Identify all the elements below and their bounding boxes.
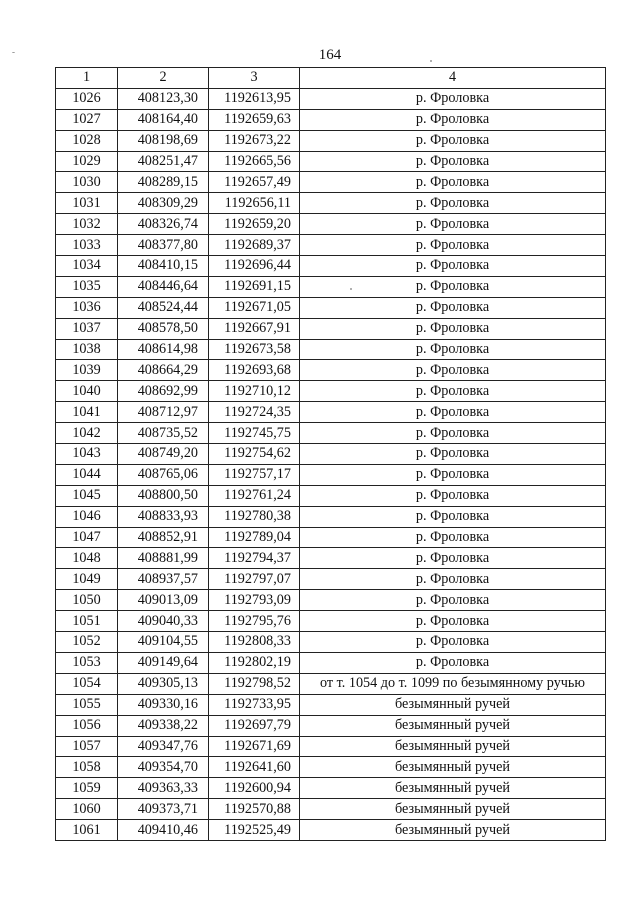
coordinate-y-cell: 1192671,69 xyxy=(209,736,300,757)
scan-speck xyxy=(350,288,352,290)
coordinate-x-cell: 409363,33 xyxy=(118,778,209,799)
coordinate-x-cell: 408765,06 xyxy=(118,464,209,485)
coordinate-y-cell: 1192757,17 xyxy=(209,464,300,485)
description-cell: безымянный ручей xyxy=(300,799,606,820)
point-number-cell: 1026 xyxy=(56,88,118,109)
coordinate-y-cell: 1192659,20 xyxy=(209,214,300,235)
point-number-cell: 1042 xyxy=(56,423,118,444)
description-cell: р. Фроловка xyxy=(300,318,606,339)
coordinate-x-cell: 408123,30 xyxy=(118,88,209,109)
table-row xyxy=(56,193,606,214)
table-row xyxy=(56,652,606,673)
description-cell: р. Фроловка xyxy=(300,423,606,444)
description-cell: р. Фроловка xyxy=(300,297,606,318)
coordinate-y-cell: 1192659,63 xyxy=(209,109,300,130)
scan-speck xyxy=(430,60,432,62)
description-cell: р. Фроловка xyxy=(300,444,606,465)
coordinate-x-cell: 408712,97 xyxy=(118,402,209,423)
table-row xyxy=(56,611,606,632)
point-number-cell: 1050 xyxy=(56,590,118,611)
coordinate-y-cell: 1192693,68 xyxy=(209,360,300,381)
table-row xyxy=(56,130,606,151)
table-row xyxy=(56,109,606,130)
coordinate-x-cell: 408749,20 xyxy=(118,444,209,465)
point-number-cell: 1060 xyxy=(56,799,118,820)
point-number-cell: 1045 xyxy=(56,485,118,506)
page-number: 164 xyxy=(318,47,342,63)
coordinate-y-cell: 1192656,11 xyxy=(209,193,300,214)
point-number-cell: 1029 xyxy=(56,151,118,172)
table-row xyxy=(56,632,606,653)
table-row xyxy=(56,360,606,381)
point-number-cell: 1031 xyxy=(56,193,118,214)
table-body xyxy=(56,88,606,840)
coordinate-y-cell: 1192697,79 xyxy=(209,715,300,736)
header-col-4: 4 xyxy=(300,68,606,89)
coordinate-y-cell: 1192745,75 xyxy=(209,423,300,444)
description-cell: р. Фроловка xyxy=(300,151,606,172)
description-cell: р. Фроловка xyxy=(300,611,606,632)
coordinate-x-cell: 408524,44 xyxy=(118,297,209,318)
coordinate-y-cell: 1192689,37 xyxy=(209,235,300,256)
description-cell: р. Фроловка xyxy=(300,569,606,590)
description-cell: р. Фроловка xyxy=(300,130,606,151)
point-number-cell: 1048 xyxy=(56,548,118,569)
coordinate-x-cell: 408326,74 xyxy=(118,214,209,235)
description-cell: безымянный ручей xyxy=(300,715,606,736)
table-row xyxy=(56,799,606,820)
table-row xyxy=(56,715,606,736)
point-number-cell: 1061 xyxy=(56,820,118,841)
point-number-cell: 1049 xyxy=(56,569,118,590)
point-number-cell: 1037 xyxy=(56,318,118,339)
description-cell: р. Фроловка xyxy=(300,88,606,109)
coordinate-x-cell: 409338,22 xyxy=(118,715,209,736)
coordinate-y-cell: 1192696,44 xyxy=(209,256,300,277)
coordinate-x-cell: 408164,40 xyxy=(118,109,209,130)
coordinate-x-cell: 409410,46 xyxy=(118,820,209,841)
coordinate-y-cell: 1192641,60 xyxy=(209,757,300,778)
coordinate-x-cell: 408410,15 xyxy=(118,256,209,277)
description-cell: р. Фроловка xyxy=(300,402,606,423)
description-cell: р. Фроловка xyxy=(300,339,606,360)
coordinate-x-cell: 408614,98 xyxy=(118,339,209,360)
coordinate-x-cell: 408735,52 xyxy=(118,423,209,444)
table-row xyxy=(56,88,606,109)
table-row xyxy=(56,235,606,256)
point-number-cell: 1046 xyxy=(56,506,118,527)
point-number-cell: 1036 xyxy=(56,297,118,318)
coordinate-x-cell: 408578,50 xyxy=(118,318,209,339)
coordinate-y-cell: 1192570,88 xyxy=(209,799,300,820)
coordinate-y-cell: 1192525,49 xyxy=(209,820,300,841)
point-number-cell: 1055 xyxy=(56,694,118,715)
table-row xyxy=(56,444,606,465)
coordinate-x-cell: 409013,09 xyxy=(118,590,209,611)
table-row xyxy=(56,694,606,715)
point-number-cell: 1059 xyxy=(56,778,118,799)
header-col-2: 2 xyxy=(118,68,209,89)
coordinate-y-cell: 1192667,91 xyxy=(209,318,300,339)
coordinate-y-cell: 1192691,15 xyxy=(209,276,300,297)
description-cell: р. Фроловка xyxy=(300,632,606,653)
coordinate-x-cell: 408251,47 xyxy=(118,151,209,172)
table-row xyxy=(56,506,606,527)
point-number-cell: 1052 xyxy=(56,632,118,653)
point-number-cell: 1033 xyxy=(56,235,118,256)
description-cell: от т. 1054 до т. 1099 по безымянному ручью xyxy=(300,673,606,694)
coordinate-x-cell: 408289,15 xyxy=(118,172,209,193)
coordinate-x-cell: 409149,64 xyxy=(118,652,209,673)
table-row xyxy=(56,318,606,339)
coordinate-y-cell: 1192797,07 xyxy=(209,569,300,590)
coordinate-x-cell: 408833,93 xyxy=(118,506,209,527)
coordinate-x-cell: 408692,99 xyxy=(118,381,209,402)
description-cell: р. Фроловка xyxy=(300,235,606,256)
description-cell: безымянный ручей xyxy=(300,820,606,841)
point-number-cell: 1058 xyxy=(56,757,118,778)
coordinate-x-cell: 408198,69 xyxy=(118,130,209,151)
description-cell: безымянный ручей xyxy=(300,757,606,778)
coordinate-x-cell: 408881,99 xyxy=(118,548,209,569)
coordinate-y-cell: 1192733,95 xyxy=(209,694,300,715)
description-cell: безымянный ручей xyxy=(300,778,606,799)
coordinate-x-cell: 409373,71 xyxy=(118,799,209,820)
coordinate-y-cell: 1192671,05 xyxy=(209,297,300,318)
point-number-cell: 1028 xyxy=(56,130,118,151)
table-row xyxy=(56,297,606,318)
table-row xyxy=(56,820,606,841)
coordinate-x-cell: 409305,13 xyxy=(118,673,209,694)
coordinate-x-cell: 409354,70 xyxy=(118,757,209,778)
point-number-cell: 1032 xyxy=(56,214,118,235)
description-cell: р. Фроловка xyxy=(300,360,606,381)
point-number-cell: 1030 xyxy=(56,172,118,193)
table-row xyxy=(56,256,606,277)
table-row xyxy=(56,673,606,694)
coordinate-y-cell: 1192710,12 xyxy=(209,381,300,402)
coordinate-y-cell: 1192600,94 xyxy=(209,778,300,799)
point-number-cell: 1051 xyxy=(56,611,118,632)
table-row xyxy=(56,402,606,423)
coordinate-y-cell: 1192665,56 xyxy=(209,151,300,172)
table-row xyxy=(56,214,606,235)
coordinate-x-cell: 409040,33 xyxy=(118,611,209,632)
point-number-cell: 1057 xyxy=(56,736,118,757)
header-col-3: 3 xyxy=(209,68,300,89)
point-number-cell: 1047 xyxy=(56,527,118,548)
table-row xyxy=(56,736,606,757)
coordinate-x-cell: 408937,57 xyxy=(118,569,209,590)
table-row xyxy=(56,423,606,444)
coordinate-y-cell: 1192780,38 xyxy=(209,506,300,527)
point-number-cell: 1054 xyxy=(56,673,118,694)
coordinate-y-cell: 1192761,24 xyxy=(209,485,300,506)
point-number-cell: 1040 xyxy=(56,381,118,402)
description-cell: р. Фроловка xyxy=(300,381,606,402)
coordinate-x-cell: 408377,80 xyxy=(118,235,209,256)
coordinate-x-cell: 408664,29 xyxy=(118,360,209,381)
coordinate-x-cell: 409347,76 xyxy=(118,736,209,757)
coordinate-y-cell: 1192795,76 xyxy=(209,611,300,632)
coordinate-x-cell: 409330,16 xyxy=(118,694,209,715)
description-cell: р. Фроловка xyxy=(300,485,606,506)
description-cell: р. Фроловка xyxy=(300,527,606,548)
coordinate-y-cell: 1192613,95 xyxy=(209,88,300,109)
point-number-cell: 1053 xyxy=(56,652,118,673)
coordinate-y-cell: 1192789,04 xyxy=(209,527,300,548)
coordinate-x-cell: 409104,55 xyxy=(118,632,209,653)
coordinate-x-cell: 408800,50 xyxy=(118,485,209,506)
point-number-cell: 1044 xyxy=(56,464,118,485)
coordinate-y-cell: 1192808,33 xyxy=(209,632,300,653)
table-row xyxy=(56,569,606,590)
description-cell: безымянный ручей xyxy=(300,736,606,757)
table-row xyxy=(56,464,606,485)
coordinate-y-cell: 1192793,09 xyxy=(209,590,300,611)
description-cell: р. Фроловка xyxy=(300,172,606,193)
point-number-cell: 1043 xyxy=(56,444,118,465)
table-row xyxy=(56,527,606,548)
coordinate-y-cell: 1192794,37 xyxy=(209,548,300,569)
coordinate-x-cell: 408309,29 xyxy=(118,193,209,214)
coordinate-y-cell: 1192673,58 xyxy=(209,339,300,360)
table-row xyxy=(56,381,606,402)
point-number-cell: 1035 xyxy=(56,276,118,297)
coordinate-x-cell: 408446,64 xyxy=(118,276,209,297)
description-cell: р. Фроловка xyxy=(300,214,606,235)
description-cell: р. Фроловка xyxy=(300,652,606,673)
coordinates-table xyxy=(55,67,606,841)
description-cell: безымянный ручей xyxy=(300,694,606,715)
description-cell: р. Фроловка xyxy=(300,109,606,130)
table-row xyxy=(56,339,606,360)
table-row xyxy=(56,172,606,193)
table-row xyxy=(56,151,606,172)
point-number-cell: 1027 xyxy=(56,109,118,130)
coordinate-y-cell: 1192724,35 xyxy=(209,402,300,423)
table-row xyxy=(56,778,606,799)
description-cell: р. Фроловка xyxy=(300,506,606,527)
point-number-cell: 1034 xyxy=(56,256,118,277)
description-cell: р. Фроловка xyxy=(300,548,606,569)
coordinate-y-cell: 1192657,49 xyxy=(209,172,300,193)
point-number-cell: 1041 xyxy=(56,402,118,423)
table-header-row xyxy=(56,68,606,89)
coordinate-y-cell: 1192802,19 xyxy=(209,652,300,673)
coordinate-x-cell: 408852,91 xyxy=(118,527,209,548)
header-col-1: 1 xyxy=(56,68,118,89)
point-number-cell: 1038 xyxy=(56,339,118,360)
coordinate-y-cell: 1192754,62 xyxy=(209,444,300,465)
coordinate-y-cell: 1192673,22 xyxy=(209,130,300,151)
table-row xyxy=(56,276,606,297)
description-cell: р. Фроловка xyxy=(300,464,606,485)
table-row xyxy=(56,590,606,611)
description-cell: р. Фроловка xyxy=(300,193,606,214)
coordinate-y-cell: 1192798,52 xyxy=(209,673,300,694)
point-number-cell: 1056 xyxy=(56,715,118,736)
point-number-cell: 1039 xyxy=(56,360,118,381)
description-cell: р. Фроловка xyxy=(300,256,606,277)
table-row xyxy=(56,485,606,506)
description-cell: р. Фроловка xyxy=(300,590,606,611)
description-cell: р. Фроловка xyxy=(300,276,606,297)
table-row xyxy=(56,757,606,778)
table-row xyxy=(56,548,606,569)
scan-speck xyxy=(12,52,15,53)
